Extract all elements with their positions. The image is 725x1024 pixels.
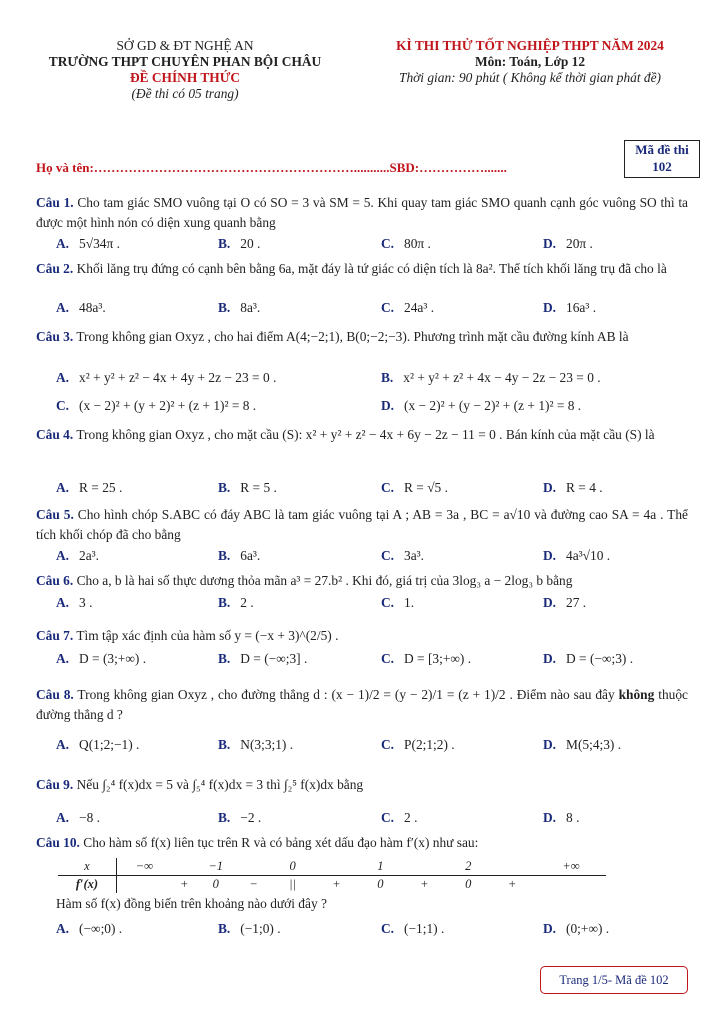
q4-option-b[interactable]: B. R = 5 . [218,480,277,495]
q7-option-b[interactable]: B. D = (−∞;3] . [218,651,308,666]
question-10: Câu 10. Cho hàm số f(x) liên tục trên R và có bảng xét dấu đạo hàm f′(x) như sau: [36,835,479,850]
question-4: Câu 4. Trong không gian Oxyz , cho mặt cầu (S): x² + y² + z² − 4x + 6y − 2z − 11 = 0 . Bán kính của mặt cầu (S) là [36,427,655,442]
sign-table [58,858,606,893]
q6-option-c[interactable]: C. 1. [381,595,415,610]
q5-option-b[interactable]: B. 6a³. [218,548,261,563]
exam-time: Thời gian: 90 phút ( Không kể thời gian phát đề) [399,70,661,85]
question-2: Câu 2. Khối lăng trụ đứng có cạnh bên bằng 6a, mặt đáy là tứ giác có diện tích là 8a². Thể tích khối lăng trụ đã cho là [36,261,667,276]
q2-option-a[interactable]: A. 48a³. [56,300,106,315]
official-label: ĐỀ CHÍNH THỨC [129,70,241,85]
department: SỞ GD & ĐT NGHỆ AN [116,38,254,53]
page-count: (Đề thi có 05 trang) [131,86,239,101]
q4-option-c[interactable]: C. R = √5 . [381,480,448,495]
question-9: Câu 9. Nếu ∫₂⁴ f(x)dx = 5 và ∫₅⁴ f(x)dx = 3 thì ∫₂⁵ f(x)dx bằng [36,777,364,792]
q1-option-b[interactable]: B. 20 . [218,236,261,251]
q8-option-a[interactable]: A. Q(1;2;−1) . [56,737,140,752]
q8-option-b[interactable]: B. N(3;3;1) . [218,737,294,752]
candidate-name-line: Họ và tên:……………………………………………………...........SBD:……………....... [36,160,507,175]
exam-title: KÌ THI THỬ TỐT NGHIỆP THPT NĂM 2024 [396,38,664,53]
subject: Môn: Toán, Lớp 12 [474,54,586,69]
question-label: Câu 1. [36,195,74,210]
q9-option-b[interactable]: B. −2 . [218,810,262,825]
q7-option-a[interactable]: A. D = (3;+∞) . [56,651,147,666]
question-6: Câu 6. Cho a, b là hai số thực dương thỏa mãn a³ = 27.b² . Khi đó, giá trị của 3log₃ a − 2log₃ b bằng [36,573,573,588]
q10-option-c[interactable]: C. (−1;1) . [381,921,445,936]
question-text: Cho tam giác SMO vuông tại O có SO = 3 và SM = 5. Khi quay tam giác SMO quanh cạnh góc vuông SO thì ta được một hình nón có diện xung quanh bằng [36,195,688,230]
page-footer: Trang 1/5- Mã đề 102 [540,966,688,994]
question-3: Câu 3. Trong không gian Oxyz , cho hai điểm A(4;−2;1), B(0;−2;−3). Phương trình mặt cầu đường kính AB là [36,329,629,344]
q7-option-c[interactable]: C. D = [3;+∞) . [381,651,472,666]
question-5: Câu 5. Cho hình chóp S.ABC có đáy ABC là tam giác vuông tại A ; AB = 3a , BC = a√10 và đường cao SA = 4a . Thể tích khối chóp đã cho bằng [36,507,688,542]
q5-option-d[interactable]: D. 4a³√10 . [543,548,611,563]
q6-option-a[interactable]: A. 3 . [56,595,93,610]
sign-table-x-row: x −∞ −1 0 1 2 +∞ [58,858,606,876]
q2-option-c[interactable]: C. 24a³ . [381,300,435,315]
q3-option-a[interactable]: A. x² + y² + z² − 4x + 4y + 2z − 23 = 0 . [56,370,277,385]
q7-option-d[interactable]: D. D = (−∞;3) . [543,651,634,666]
q1-option-a[interactable]: A. 5√34π . [56,236,120,251]
q8-option-d[interactable]: D. M(5;4;3) . [543,737,622,752]
question-1 [36,193,688,233]
q6-option-b[interactable]: B. 2 . [218,595,254,610]
q9-option-c[interactable]: C. 2 . [381,810,418,825]
q4-option-d[interactable]: D. R = 4 . [543,480,603,495]
q9-option-d[interactable]: D. 8 . [543,810,580,825]
q8-option-c[interactable]: C. P(2;1;2) . [381,737,455,752]
question-8: Câu 8. Trong không gian Oxyz , cho đường thẳng d : (x − 1)/2 = (y − 2)/1 = (z + 1)/2 . Điểm nào sau đây không thuộc đường thẳng d ? [36,687,688,722]
q4-option-a[interactable]: A. R = 25 . [56,480,123,495]
q10-option-b[interactable]: B. (−1;0) . [218,921,281,936]
sign-table-derivative-row: f′(x) + 0 − || + 0 + 0 + [58,876,606,894]
q1-option-c[interactable]: C. 80π . [381,236,431,251]
q3-option-d[interactable]: D. (x − 2)² + (y − 2)² + (z + 1)² = 8 . [381,398,582,413]
exam-code-box [624,140,700,178]
q3-option-c[interactable]: C. (x − 2)² + (y + 2)² + (z + 1)² = 8 . [56,398,257,413]
q10-option-d[interactable]: D. (0;+∞) . [543,921,610,936]
q2-option-b[interactable]: B. 8a³. [218,300,261,315]
q5-option-a[interactable]: A. 2a³. [56,548,100,563]
q9-option-a[interactable]: A. −8 . [56,810,100,825]
q6-option-d[interactable]: D. 27 . [543,595,587,610]
question-10-followup: Hàm số f(x) đồng biến trên khoảng nào dưới đây ? [56,896,327,911]
q2-option-d[interactable]: D. 16a³ . [543,300,597,315]
exam-code: 102 [652,159,672,174]
q10-option-a[interactable]: A. (−∞;0) . [56,921,123,936]
q3-option-b[interactable]: B. x² + y² + z² + 4x − 4y − 2z − 23 = 0 . [381,370,601,385]
q5-option-c[interactable]: C. 3a³. [381,548,425,563]
school-name: TRƯỜNG THPT CHUYÊN PHAN BỘI CHÂU [48,54,322,69]
exam-code-label: Mã đề thi [635,142,689,157]
q1-option-d[interactable]: D. 20π . [543,236,593,251]
question-7: Câu 7. Tìm tập xác định của hàm số y = (−x + 3)^(2/5) . [36,628,339,643]
